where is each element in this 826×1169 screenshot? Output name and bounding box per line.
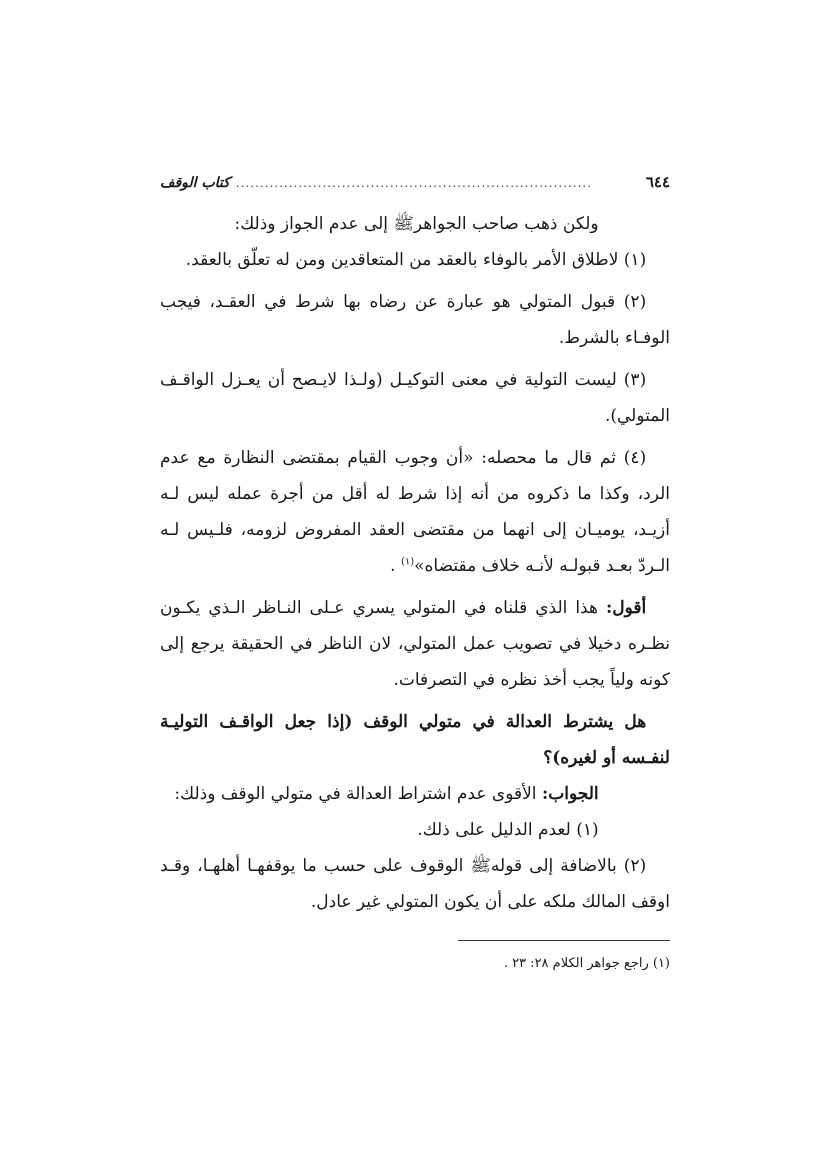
footnote-separator bbox=[458, 940, 670, 941]
paragraph-point-2: (٢) قبول المتولي هو عبارة عن رضاه بها شرط في العقـد، فيجب الوفـاء بالشرط. bbox=[160, 292, 670, 348]
book-title: كتاب الوقف bbox=[160, 175, 230, 191]
label-jawab: الجواب: bbox=[541, 784, 599, 804]
label-aqool: أقول: bbox=[605, 598, 647, 618]
paragraph-point-1: (١) لاطلاق الأمر بالوفاء بالعقد من المتعاقدين ومن له تعلّق بالعقد. bbox=[185, 250, 647, 270]
paragraph-answer-point-2: (٢) بالاضافة إلى قولهﷺ الوقوف على حسب ما يوقفهـا أهلهـا، وقـد اوقف المالك ملكه على أن يكون المتولي غير عادل. bbox=[160, 856, 670, 912]
answer-text: الأقوى عدم اشتراط العدالة في متولي الوقف وذلك: bbox=[174, 784, 537, 804]
paragraph-answer-point-1: (١) لعدم الدليل على ذلك. bbox=[417, 820, 599, 840]
paragraph-answer bbox=[160, 776, 670, 812]
body-text bbox=[160, 206, 670, 920]
leader-dots: .......................................................................... bbox=[235, 176, 593, 190]
page-number: ٦٤٤ bbox=[645, 173, 670, 191]
document-page bbox=[160, 170, 670, 975]
paragraph-point-3: (٣) ليست التولية في معنى التوكيـل (ولـذا لايـصح أن يعـزل الواقـف المتولي). bbox=[160, 370, 670, 426]
footnote: (١) راجع جواهر الكلام ٢٨: ٢٣ . bbox=[503, 956, 670, 971]
question-heading: هل يشترط العدالة في متولي الوقف (إذا جعل الواقـف التوليـة لنفـسه أو لغيره)؟ bbox=[160, 712, 670, 768]
paragraph-point-4-text: (٤) ثم قال ما محصله: «أن وجوب القيام بمقتضى النظارة مع عدم الرد، وكذا ما ذكروه من أنه إذا شرط له أقل من أجرة عمله ليس لـه أزيـد، يوميـان إلى انهما من مقتضى العقد المفروض لزومه، فلـيس لـه الـردّ بعـد قبولـه لأنـه خلاف مقتضاه» bbox=[160, 448, 670, 576]
paragraph-intro: ولكن ذهب صاحب الجواهرﷺ إلى عدم الجواز وذلك: bbox=[234, 214, 599, 234]
author-comment-text: هذا الذي قلناه في المتولي يسري عـلى النـاظر الـذي يكـون نظـره دخيلا في تصويب عمل المتولي، لان الناظر في الحقيقة يرجع إلى كونه ولياً يجب أخذ نظره في التصرفات. bbox=[160, 598, 670, 690]
running-header bbox=[160, 170, 670, 194]
paragraph-author-comment bbox=[160, 590, 670, 698]
paragraph-point-4 bbox=[160, 440, 670, 584]
paragraph-point-4-end: . bbox=[390, 556, 396, 576]
footnote-reference: (١) bbox=[400, 556, 415, 568]
